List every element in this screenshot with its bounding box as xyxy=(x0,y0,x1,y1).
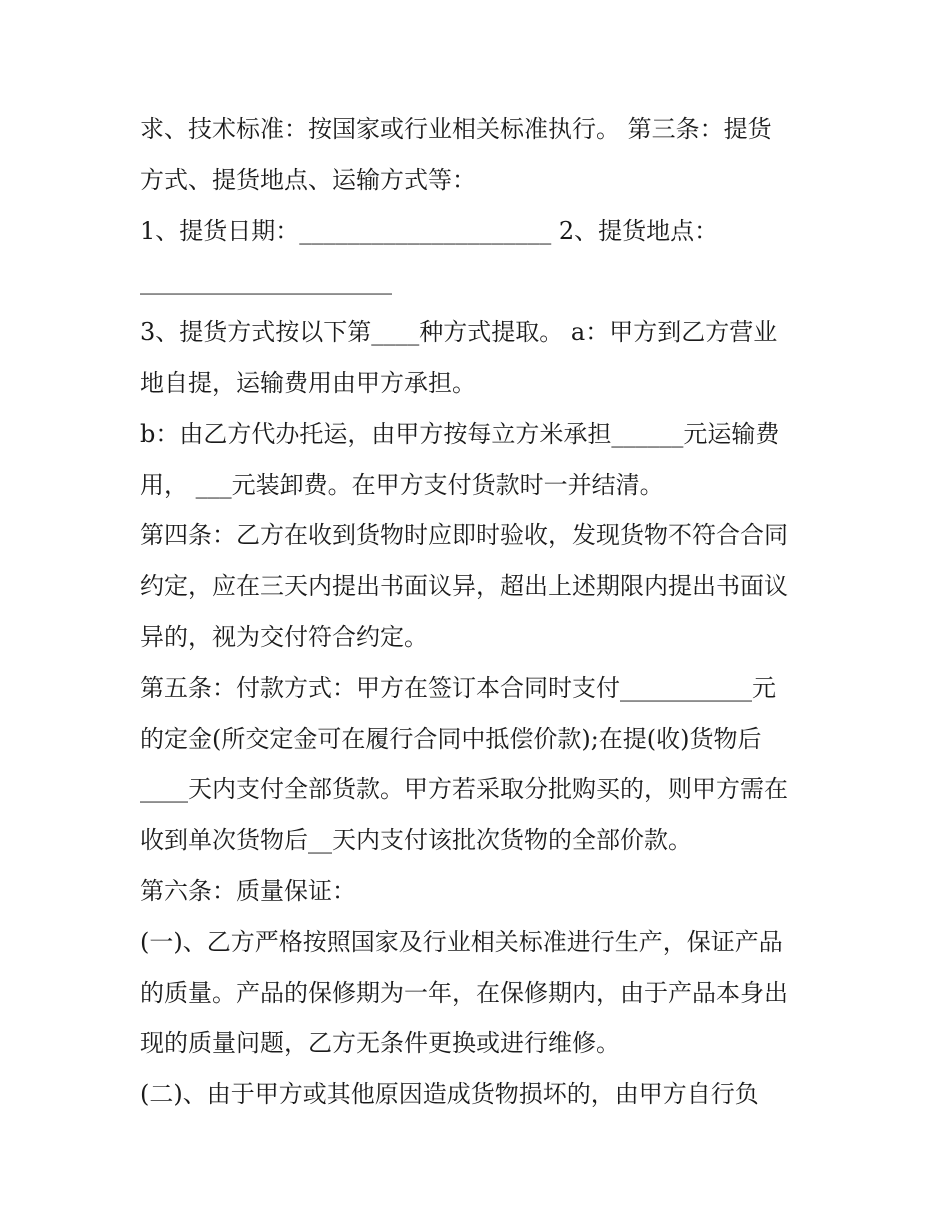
text-line-5: 3、提货方式按以下第____种方式提取。 a：甲方到乙方营业 xyxy=(140,318,778,347)
text-line-16: 第六条：质量保证： xyxy=(140,876,356,905)
text-line-7: b：由乙方代办托运，由甲方按每立方米承担______元运输费 xyxy=(140,419,780,448)
text-line-1: 求、技术标准：按国家或行业相关标准执行。 第三条：提货 xyxy=(140,115,772,143)
contract-body-text xyxy=(140,104,816,1120)
text-line-14: ____天内支付全部货款。甲方若采取分批购买的，则甲方需在 xyxy=(140,775,788,804)
text-line-19: 现的质量问题，乙方无条件更换或进行维修。 xyxy=(140,1029,620,1058)
text-line-11: 异的，视为交付符合约定。 xyxy=(140,622,428,651)
text-line-20: (二)、由于甲方或其他原因造成货物损坏的，由甲方自行负 xyxy=(140,1080,759,1109)
text-line-13: 的定金(所交定金可在履行合同中抵偿价款);在提(收)货物后 xyxy=(140,724,762,753)
text-line-4: _____________________ xyxy=(140,267,392,296)
text-line-9: 第四条：乙方在收到货物时应即时验收，发现货物不符合合同 xyxy=(140,521,788,550)
text-line-3: 1、提货日期：_____________________ 2、提货地点： xyxy=(140,216,719,245)
text-line-18: 的质量。产品的保修期为一年，在保修期内，由于产品本身出 xyxy=(140,978,788,1007)
text-line-12: 第五条：付款方式：甲方在签订本合同时支付___________元 xyxy=(140,673,776,702)
text-line-8: 用， ___元装卸费。在甲方支付货款时一并结清。 xyxy=(140,470,664,499)
text-line-2: 方式、提货地点、运输方式等： xyxy=(140,165,476,194)
text-line-10: 约定，应在三天内提出书面议异，超出上述期限内提出书面议 xyxy=(140,572,788,601)
text-line-17: (一)、乙方严格按照国家及行业相关标准进行生产，保证产品 xyxy=(140,927,783,956)
text-line-15: 收到单次货物后__天内支付该批次货物的全部价款。 xyxy=(140,826,692,855)
text-line-6: 地自提，运输费用由甲方承担。 xyxy=(140,368,476,397)
